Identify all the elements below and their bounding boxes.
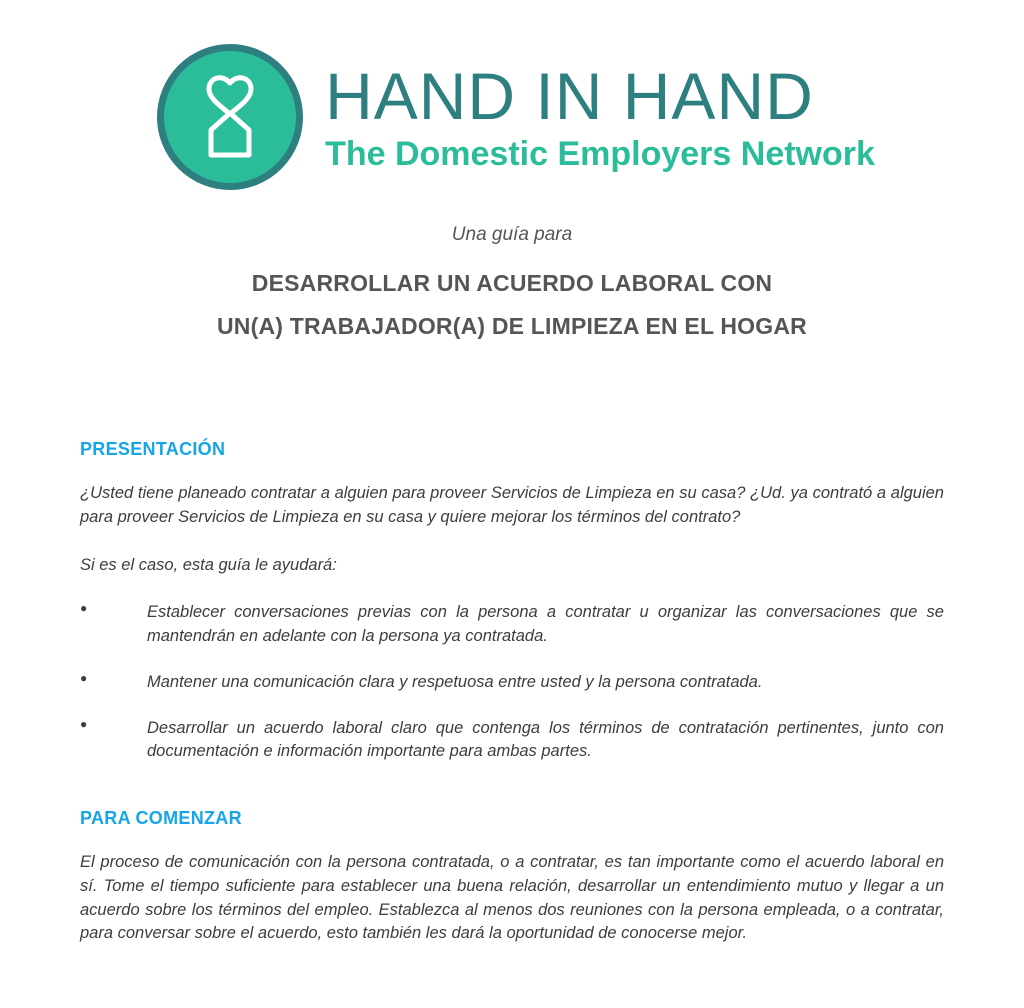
list-item: ● Desarrollar un acuerdo laboral claro que contenga los términos de contratación pertinentes, junto con documentación e información importante para ambas partes. xyxy=(80,717,944,765)
paragraph: El proceso de comunicación con la persona contratada, o a contratar, es tan importante como el acuerdo laboral en sí. Tome el tiempo suficiente para establecer una buena relación, desarrollar un entendimiento mutuo y llegar a un acuerdo sobre los términos del empleo. Establezca al menos dos reuniones con la persona empleada, o a contratar, para conversar sobre el acuerdo, esto también les dará la oportunidad de conocerse mejor. xyxy=(80,853,944,943)
section-presentacion xyxy=(0,439,1024,764)
hand-heart-house-icon xyxy=(157,44,303,190)
section-heading-presentacion: PRESENTACIÓN xyxy=(80,439,226,460)
page-title-line-2: UN(A) TRABAJADOR(A) DE LIMPIEZA EN EL HOGAR xyxy=(217,312,807,339)
logo-subtitle: The Domestic Employers Network xyxy=(325,135,875,173)
document-title-block xyxy=(0,224,1024,347)
section-heading-para-comenzar: PARA COMENZAR xyxy=(80,808,242,829)
logo-wordmark xyxy=(325,59,875,173)
logo-glyph-icon xyxy=(199,73,261,161)
paragraph: ¿Usted tiene planeado contratar a alguien para proveer Servicios de Limpieza en su casa? ¿Ud. ya contrató a alguien para proveer Servicios de Limpieza en su casa y quiere mejorar los términos del contrato? xyxy=(80,484,944,526)
page-title-line-1: DESARROLLAR UN ACUERDO LABORAL CON xyxy=(251,270,773,296)
logo-title: HAND IN HAND xyxy=(325,59,814,133)
bullet-list xyxy=(80,601,944,764)
list-item: ● Mantener una comunicación clara y respetuosa entre usted y la persona contratada. xyxy=(80,671,944,695)
list-item: ● Establecer conversaciones previas con la persona a contratar u organizar las conversaciones que se mantendrán en adelante con la persona ya contratada. xyxy=(80,601,944,649)
section-para-comenzar xyxy=(0,808,1024,946)
title-kicker: Una guía para xyxy=(451,224,573,245)
paragraph: Si es el caso, esta guía le ayudará: xyxy=(80,555,337,574)
brand-logo xyxy=(0,0,1024,190)
